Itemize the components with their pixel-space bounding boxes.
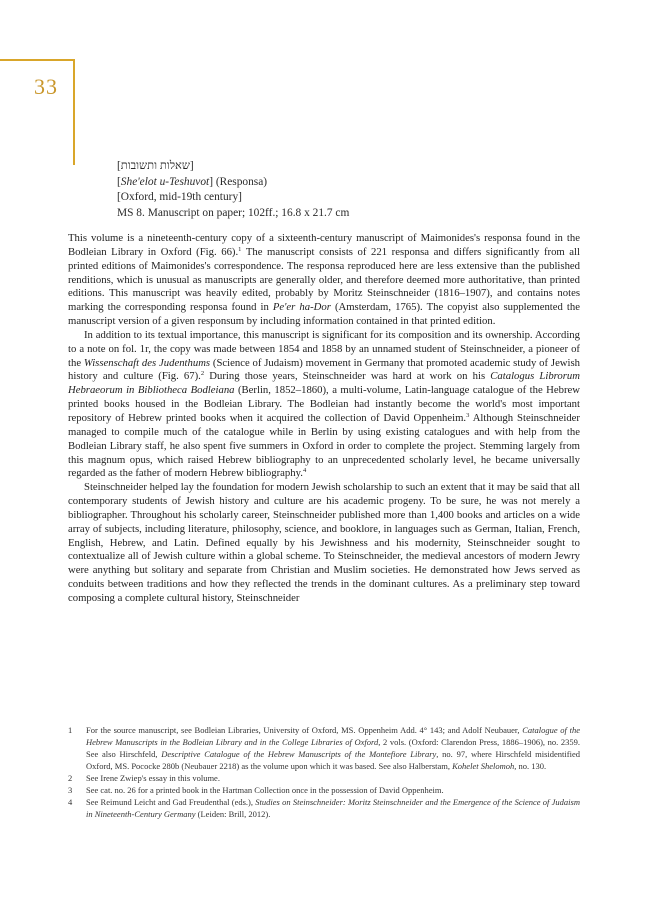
- paragraph-3: Steinschneider helped lay the foundation for modern Jewish scholarship to such an extent that it may be said that all contemporary students of Jewish history and culture are his academic progeny. To be sure, he was not merely a bibliographer. Throughout his scholarly career, Steinschneider published more than 1,400 books and articles on a wide array of subjects, including literature, philosophy, science, and booklore, in languages such as German, Italian, French, English, Hebrew, and Latin. Defined equally by his Jewishness and his modernity, Steinschneider sought to contextualize all of Jewish culture within a global scheme. To Steinschneider, the medieval ancestors of modern Jewry were anything but solitary and separate from Christian and Muslim societies. He demonstrated how Jews served as conduits between traditions and how they reflected the trends in the dominant cultures. As a preliminary step toward composing a complete cultural history, Steinschneider: [68, 481, 580, 604]
- corner-bracket-top: [0, 59, 74, 61]
- footnote-2: 2 See Irene Zwiep's essay in this volume.: [68, 773, 220, 783]
- footnote-1: 1 For the source manuscript, see Bodleian Libraries, University of Oxford, MS. Oppenheim Add. 4° 143; and Adolf Neubauer, Catalogue of the Hebrew Manuscripts in the Bodleian Library and in the College Libraries of Oxford, 2 vols. (Oxford: Clarendon Press, 1886–1906), no. 2359. See also Hirschfeld, Descriptive Catalogue of the Hebrew Manuscripts of the Montefiore Library, no. 97, where Hirschfeld misidentified Oxford, MS. Pococke 280b (Neubauer 2218) as the volume upon which it was based. See also Halberstam, Kohelet Shelomoh, no. 130.: [68, 725, 580, 771]
- footnote-ref: 4: [302, 467, 307, 475]
- title-line: [She'elot u-Teshuvot] (Responsa): [117, 175, 268, 188]
- paragraph-1: This volume is a nineteenth-century copy of a sixteenth-century manuscript of Maimonides's responsa found in the Bodleian Library in Oxford (Fig. 66).$^1$ The manuscript consists of 221 responsa and differs significantly from all printed editions of Maimonides's correspondence. The responsa reproduced here are less extensive than the published renditions, which is unusual as manuscripts are generally older, and therefore deemed more authoritative, than printed editions. This manuscript was heavily edited, probably by Moritz Steinschneider (1816–1907), and contains notes marking the corresponding responsa found in Pe'er ha-Dor (Amsterdam, 1765). The copyist also supplemented the manuscript version of a given responsum by including information contained in that printed edition.: [68, 232, 580, 328]
- page-number: 33: [34, 74, 58, 99]
- physical-description: MS 8. Manuscript on paper; 102ff.; 16.8 x 21.7 cm: [117, 206, 350, 219]
- corner-bracket-side: [73, 59, 75, 165]
- hebrew-title: [שאלות ותשובות]: [117, 160, 194, 172]
- footnotes: [68, 724, 580, 820]
- footnote-3: 3 See cat. no. 26 for a printed book in the Hartman Collection once in the possession of David Oppenheim.: [68, 785, 444, 795]
- origin-line: [Oxford, mid-19th century]: [117, 191, 242, 204]
- footnote-ref: 1: [238, 245, 242, 253]
- body-text: [68, 232, 580, 606]
- transliterated-title: She'elot u-Teshuvot: [120, 175, 210, 188]
- footnote-ref: 3: [466, 411, 470, 419]
- catalog-entry: [117, 159, 537, 221]
- footnote-4: 4 See Reimund Leicht and Gad Freudenthal (eds.), Studies on Steinschneider: Moritz Steinschneider and the Emergence of the Science of Judaism in Nineteenth-Century Germany (Leiden: Brill, 2012).: [68, 797, 580, 819]
- paragraph-2: In addition to its textual importance, this manuscript is significant for its composition and its ownership. According to a note on fol. 1r, the copy was made between 1854 and 1858 by an unnamed student of Steinschneider, a pioneer of the Wissenschaft des Judenthums (Science of Judaism) movement in Germany that promoted academic study of Jewish history and culture (Fig. 67).$^2$ During those years, Steinschneider was hard at work on his Catalogus Librorum Hebraeorum in Bibliotheca Bodleiana (Berlin, 1852–1860), a multi-volume, Latin-language catalogue of the Hebrew printed books housed in the Bodleian Library. The Bodleian had instantly become the world's most important repository of Hebrew printed books when it acquired the collection of David Oppenheim.$^3$ Although Steinschneider managed to compile much of the catalogue while in Berlin by using existing catalogues and with help from the Bodleian Library staff, he also spent five summers in Oxford in order to complete the project. Stemming largely from this magnum opus, which raised Hebrew bibliography to an unprecedented scholarly level, he became universally regarded as the father of modern Hebrew bibliography.$^4$: [68, 328, 581, 480]
- footnote-ref: 2: [200, 370, 205, 378]
- title-translation: (Responsa): [215, 175, 268, 188]
